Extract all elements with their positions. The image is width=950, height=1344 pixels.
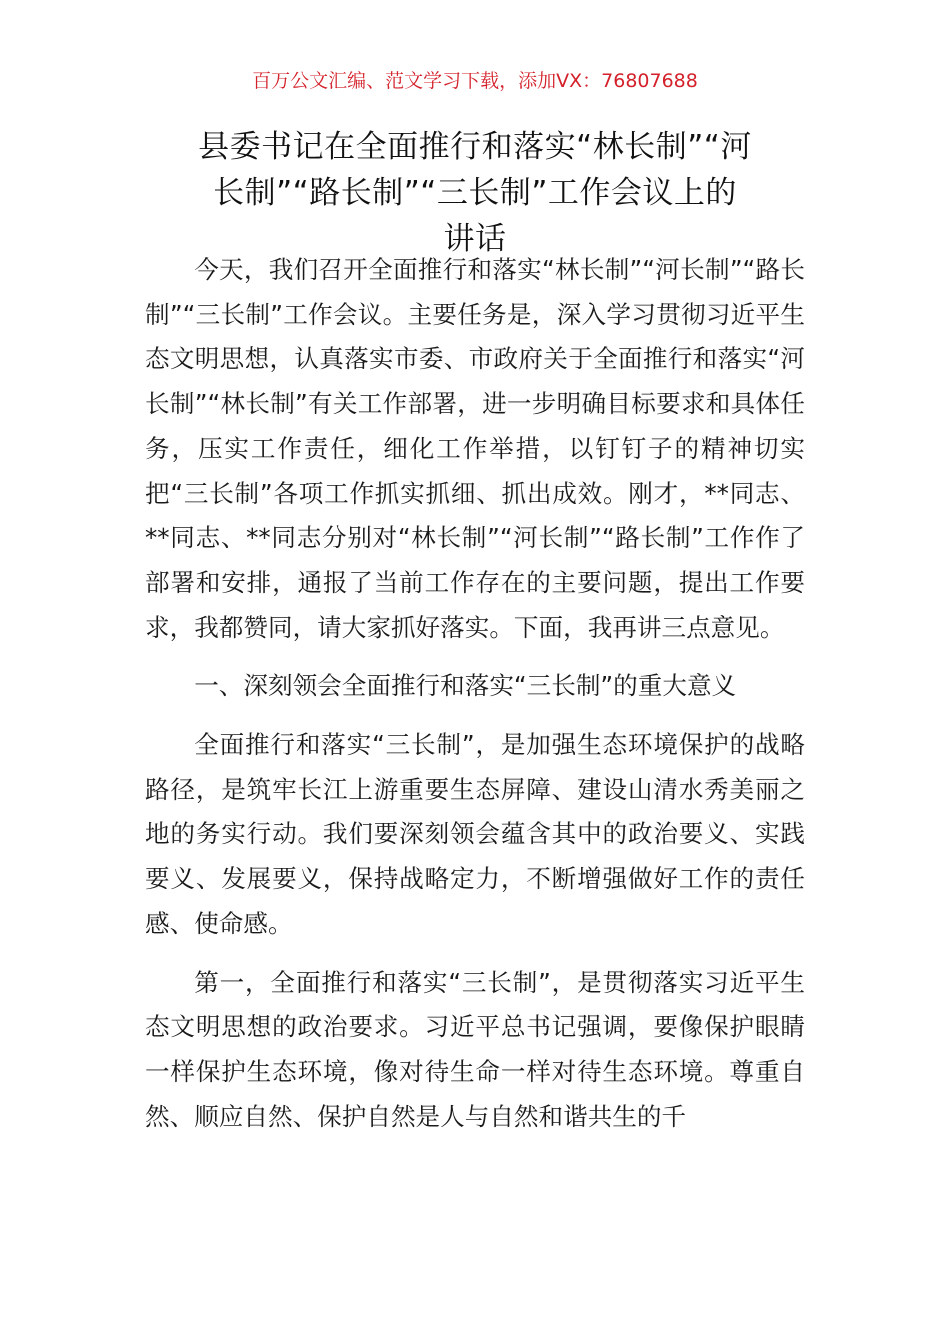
body-paragraph: 第一，全面推行和落实“三长制”，是贯彻落实习近平生态文明思想的政治要求。习近平总书记强调，要像保护眼睛一样保护生态环境，像对待生命一样对待生态环境。尊重自然、顺应自然、保护自然是人与自然和谐共生的千 xyxy=(145,967,805,1131)
opening-paragraph: 今天，我们召开全面推行和落实“林长制”“河长制”“路长制”“三长制”工作会议。主要任务是，深入学习贯彻习近平生态文明思想，认真落实市委、市政府关于全面推行和落实“河长制”“林长制”有关工作部署，进一步明确目标要求和具体任务，压实工作责任，细化工作举措，以钉钉子的精神切实把“三长制”各项工作抓实抓细、抓出成效。刚才，**同志、**同志、**同志分别对“林长制”“河长制”“路长制”工作作了部署和安排，通报了当前工作存在的主要问题，提出工作要求，我都赞同，请大家抓好落实。下面，我再讲三点意见。 xyxy=(145,255,805,642)
section-heading: 一、深刻领会全面推行和落实“三长制”的重大意义 xyxy=(194,671,737,701)
title-line: 长制”“路长制”“三长制”工作会议上的 xyxy=(213,175,737,211)
document-title xyxy=(145,124,805,262)
header-banner: 百万公文汇编、范文学习下载，添加VX：76807688 xyxy=(252,70,698,92)
title-line: 讲话 xyxy=(443,221,507,257)
document-body xyxy=(145,248,805,1139)
body-paragraph: 全面推行和落实“三长制”，是加强生态环境保护的战略路径，是筑牢长江上游重要生态屏障、建设山清水秀美丽之地的务实行动。我们要深刻领会蕴含其中的政治要义、实践要义、发展要义，保持战略定力，不断增强做好工作的责任感、使命感。 xyxy=(145,730,805,938)
title-line: 县委书记在全面推行和落实“林长制”“河 xyxy=(198,129,752,165)
